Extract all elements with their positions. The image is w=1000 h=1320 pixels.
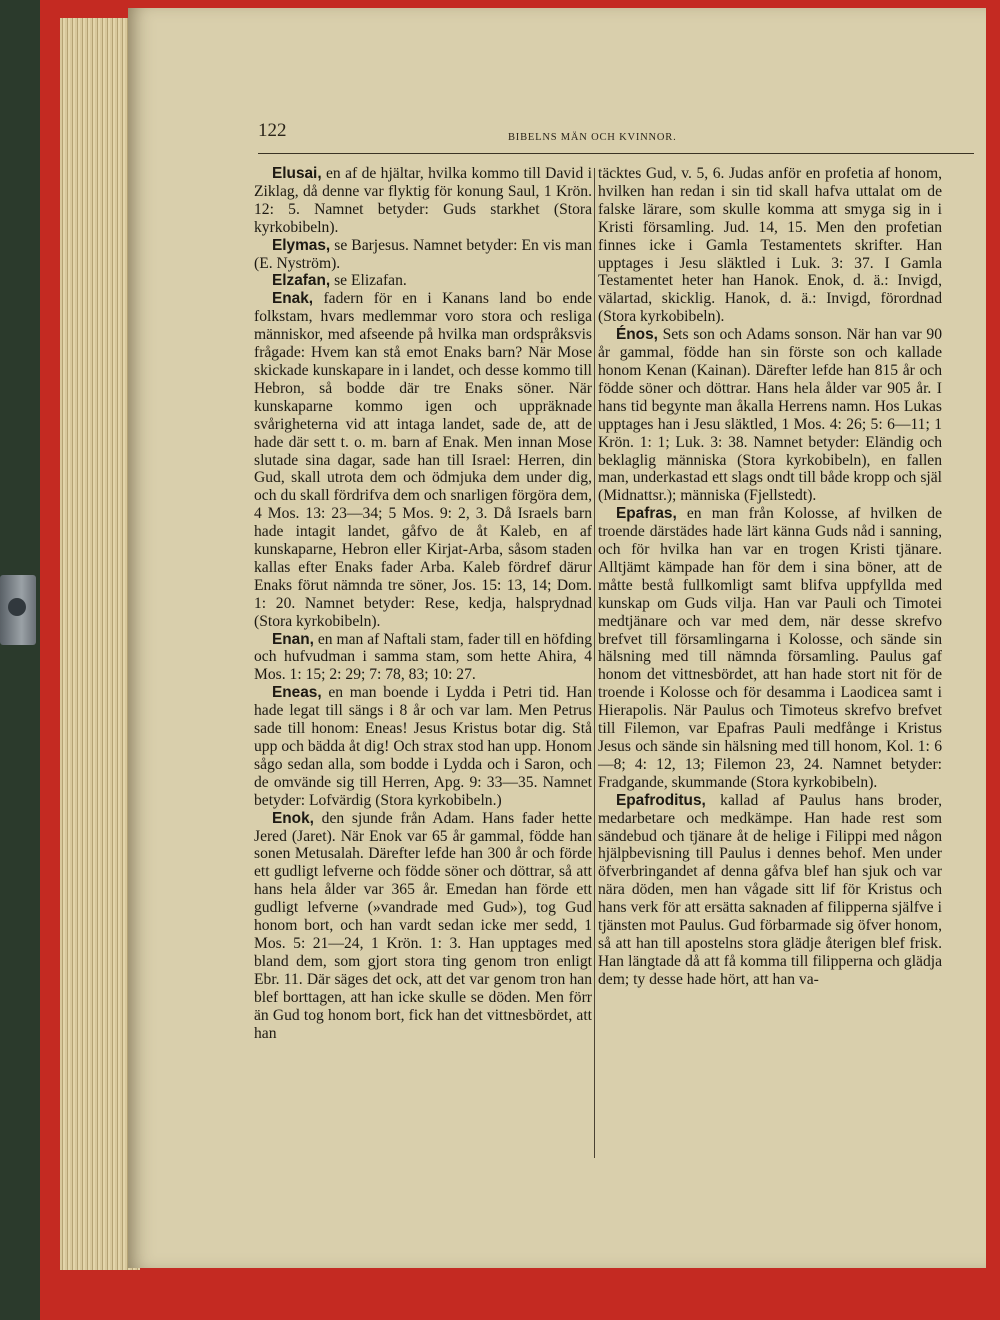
entry-elymas — [254, 237, 592, 273]
running-title: BIBELNS MÄN OCH KVINNOR. — [508, 132, 677, 143]
headword: Enan, — [272, 630, 314, 648]
entry-text: fadern för en i Kanans land bo ende folkstam, hvars medlemmar voro stora och resliga människor, med afseende på hvilka man ordspråksvis frågade: Hvem kan stå emot Enaks barn? När Mose skickade kunskapare in i landet, och desse kommo till Hebron, så bodde där tre Enaks söner. När kunskaparne kommo igen och uppräknade svårigheterna vid att intaga landet, sade de, att de hade där sett t. o. m. barn af Enak. Men innan Mose slutade sina dagar, sade han till Israel: Herren, din Gud, skall utrota dem och ödmjuka dem under dig, och du skall fördrifva dem och snarligen förgöra dem, 4 Mos. 13: 23—34; 5 Mos. 9: 2, 3. Då Israels barn hade intagit landet, gåfvo de åt Kaleb, en af kunskaparne, Hebron eller Kirjat-Arba, såsom staden kallas efter Enaks fader Arba. Kaleb fördref därur Enaks förut nämnda tre söner, Jos. 15: 13, 14; Dom. 1: 20. Namnet betyder: Rese, kedja, halsprydnad (Stora kyrkobibeln). — [254, 290, 592, 630]
headword: Elusai, — [272, 165, 322, 182]
entry-epafras — [598, 505, 942, 792]
column-divider — [594, 168, 595, 1158]
entry-enok — [254, 810, 592, 1043]
headword: Epafras, — [616, 505, 677, 523]
headword: Epafroditus, — [616, 791, 706, 809]
entry-text: den sjunde från Adam. Hans fader hette Jered (Jaret). När Enok var 65 år gammal, födde han sonen Metusalah. Därefter lefde han 300 år och förde ett gudligt lefverne och födde söner och döttrar, så att hans hela ålder var 365 år. Emedan han förde ett gudligt lefverne (»vandrade med Gud»), tog Gud honom bort, och han vardt sedan icke mer sedd, 1 Mos. 5: 21—24, 1 Krön. 1: 3. Han upptages med bland dem, som gjort stora ting genom tron enligt Ebr. 11. Där säges det ock, att det var genom tron han blef borttagen, att han icke skulle se döden. Men förr än Gud tog honom bort, fick han det vittnesbördet, att han — [254, 809, 592, 1042]
entry-text: Sets son och Adams sonson. När han var 90 år gammal, födde han sin förste son och kallade honom Kenan (Kainan). Därefter lefde han 815 år och födde söner och döttrar. Hans hela ålder var 905 år. I hans tid begynte man åkalla Herrens namn. Hos Lukas upptages han i Jesu släktled, 1 Mos. 4: 26; 5: 6—11; 1 Krön. 1: 1; Luk. 3: 38. Namnet betyder: Eländig och beklaglig människa (Stora kyrkobibeln), en fallen man, underkastad ett slags ondt till både kropp och själ (Midnattsr.); människa (Fjellstedt). — [598, 326, 942, 505]
headword: Elymas, — [272, 236, 331, 254]
headword: Enak, — [272, 290, 314, 308]
headword: Enok, — [272, 809, 314, 827]
book-clamp — [0, 575, 36, 645]
entry-enok-continuation: täcktes Gud, v. 5, 6. Judas anför en profetia af honom, hvilken han redan i sin tid skall hafva uttalat om de falske lärare, som skulle komma att smyga sig in i Kristi församling. Jud. 14, 15. Men den profetian finnes icke i Gamla Testamentets skrifter. Han upptages i Jesu släktled i Luk. 3: 37. I Gamla Testamentet heter han Hanok. Enok, d. ä.: Invigd, välartad, skicklig. Hanok, d. ä.: Invigd, förordnad (Stora kyrkobibeln). — [598, 165, 942, 326]
entry-enos — [598, 326, 942, 505]
headword: Eneas, — [272, 684, 322, 702]
entry-text: en man af Naftali stam, fader till en höfding och hufvudman i samma stam, som hette Ahira, 4 Mos. 1: 15; 2: 29; 7: 78, 83; 10: 27. — [254, 630, 592, 684]
entry-elzafan — [254, 272, 592, 290]
entry-enan — [254, 631, 592, 685]
entry-text: kallad af Paulus hans broder, medarbetare och medkämpe. Han hade rest som sändebud och tjänare åt de helige i Filippi med någon hjälpbevisning till Paulus i dennes behof. Men under öfverbringandet af denna gåfva blef han sjuk och var nära döden, men han vågade sitt lif för Kristus och hans verk för att ersätta saknaden af filipperna själfve i tjänsten mot Paulus. Gud förbarmade sig öfver honom, så att han till apostelns stora glädje återigen blef frisk. Han längtade då att få komma till filipperna och glädja dem; ty desse hade hört, att han va- — [598, 791, 942, 988]
entry-text: en man boende i Lydda i Petri tid. Han hade legat till sängs i 8 år och var lam. Men Petrus sade till honom: Eneas! Jesus Kristus botar dig. Stå upp och bädda åt dig! Och strax stod han upp. Honom sågo sedan alla, som bodde i Lydda och i Saron, och de omvände sig till Herren, Apg. 9: 33—35. Namnet betyder: Lofvärdig (Stora kyrkobibeln.) — [254, 684, 592, 809]
entry-text: en af de hjältar, hvilka kommo till David i Ziklag, då denne var flyktig för konung Saul, 1 Krön. 12: 5. Namnet betyder: Guds starkhet (Stora kyrkobibeln). — [254, 165, 592, 236]
entry-epafroditus — [598, 792, 942, 989]
entry-text: se Barjesus. Namnet betyder: En vis man (E. Nyström). — [254, 236, 592, 272]
entry-text: se Elizafan. — [330, 272, 407, 290]
entry-enak — [254, 290, 592, 630]
clamp-hole — [8, 598, 26, 616]
header-rule — [258, 153, 974, 154]
page-header — [258, 118, 974, 158]
entry-text: en man från Kolosse, af hvilken de troende därstädes hade lärt känna Guds nåd i sanning, och för hvilka han var en trogen Kristi tjänare. Alltjämt kämpade han för dem i sina böner, att de måtte bestå fullkomligt samt blifva uppfyllda med kunskap om Guds vilja. Han var Pauli och Timotei medtjänare och var med dem, när desse skrefvo brefvet till församlingarna i Kolosse, och sände sin hälsning med till nämnda församling. Paulus gaf honom det vittnesbördet, att han hade stort nit för de troende i Kolosse och för desamma i Laodicea samt i Hierapolis. När Paulus och Timoteus skrefvo brefvet till Filemon, var Epafras Pauli medfånge i Kristus Jesus och sände sin hälsning med till honom, Kol. 1: 6—8; 4: 12, 13; Filemon 23, 24. Namnet betyder: Fradgande, skummande (Stora kyrkobibeln). — [598, 505, 942, 791]
entry-elusai — [254, 165, 592, 237]
page-number: 122 — [258, 120, 287, 141]
left-column — [254, 165, 592, 1042]
headword: Énos, — [616, 326, 658, 344]
right-column — [598, 165, 942, 989]
entry-eneas — [254, 684, 592, 809]
headword: Elzafan, — [272, 272, 331, 290]
